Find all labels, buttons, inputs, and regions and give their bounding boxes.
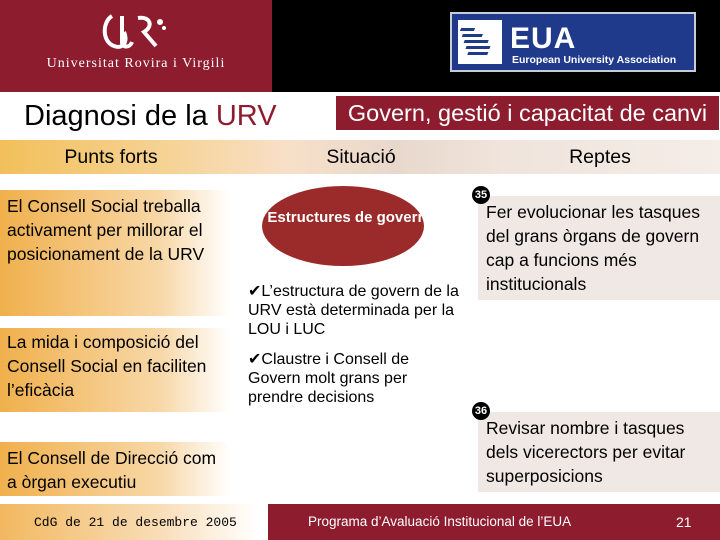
column-header-challenges: Reptes — [569, 146, 631, 168]
column-header-strengths: Punts forts — [64, 146, 158, 168]
page-title-accent: URV — [215, 100, 277, 132]
eua-logo — [450, 12, 696, 72]
eua-full-name: European University Association — [512, 54, 677, 66]
university-name: Universitat Rovira i Virgili — [46, 56, 226, 71]
footer-program: Programa d’Avaluació Institucional de l’EUA — [308, 514, 572, 529]
number-badge-icon: 35 — [472, 186, 490, 204]
page-title — [24, 100, 277, 133]
challenge-text: Fer evolucionar les tasques del grans òrgans de govern cap a funcions més institucionals — [486, 202, 700, 294]
number-badge-icon: 36 — [472, 402, 490, 420]
challenge-text: Revisar nombre i tasques dels vicerectors per evitar superposicions — [486, 418, 686, 486]
page-number: 21 — [676, 514, 692, 530]
oval-label: Estructures de govern — [267, 209, 427, 226]
page-title-text: Diagnosi de la — [24, 100, 216, 132]
strength-text: El Consell Social treballa activament per millorar el posicionament de la URV — [7, 196, 205, 264]
eua-acronym: EUA — [510, 22, 577, 55]
footer-date: CdG de 21 de desembre 2005 — [34, 515, 237, 530]
strength-text: El Consell de Direcció com a òrgan executiu — [7, 448, 217, 492]
situation-item: ✔L’estructura de govern de la URV està determinada per la LOU i LUC — [248, 283, 459, 338]
section-banner: Govern, gestió i capacitat de canvi — [336, 96, 719, 130]
eua-stars-icon — [458, 20, 502, 64]
urv-logo-icon — [98, 12, 170, 52]
situation-item: ✔Claustre i Consell de Govern molt grans per prendre decisions — [248, 351, 410, 406]
strength-text: La mida i composició del Consell Social en faciliten l’eficàcia — [7, 332, 207, 400]
column-header-situation: Situació — [326, 146, 396, 168]
